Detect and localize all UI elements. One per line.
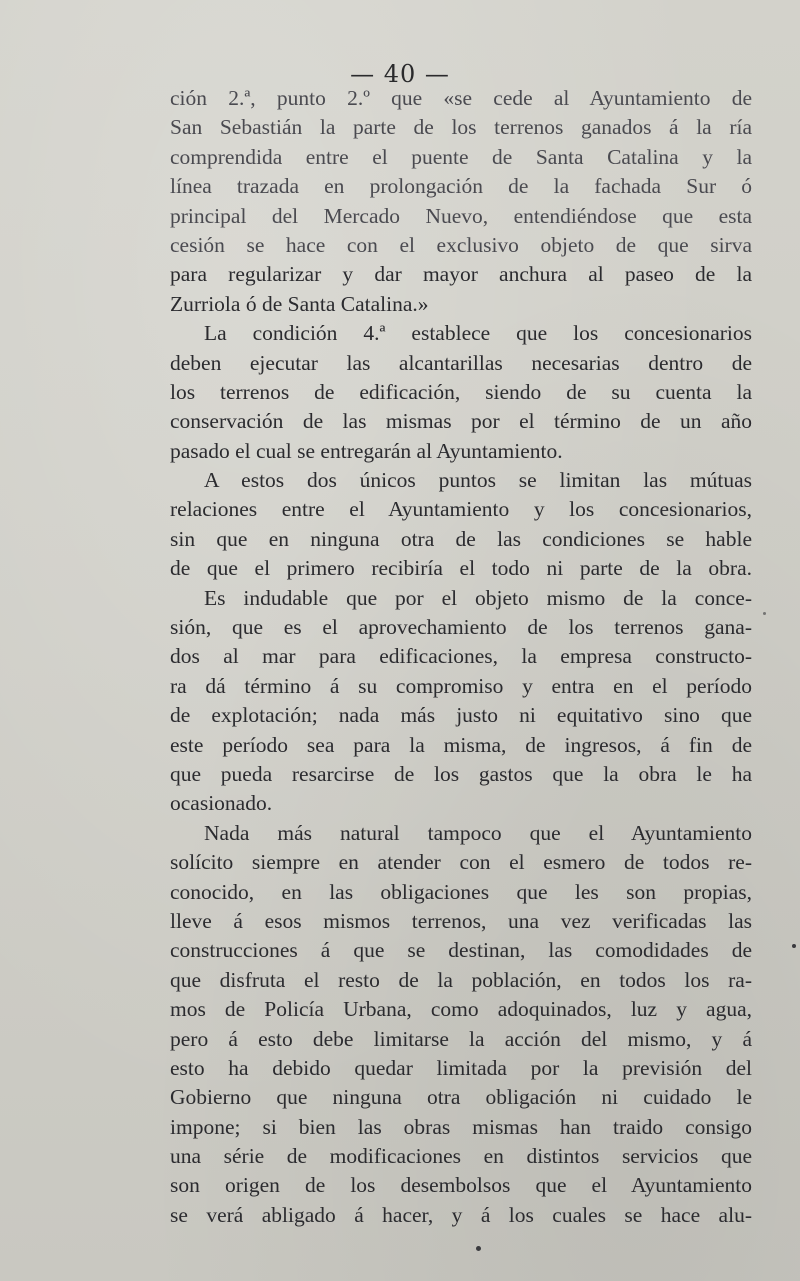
text-line: los terrenos de edificación, siendo de su cuenta la [170, 379, 752, 404]
text-line: son origen de los desembolsos que el Ayuntamiento [170, 1173, 752, 1198]
text-line: comprendida entre el puente de Santa Catalina y la [170, 144, 752, 169]
text-line: una série de modificaciones en distintos servicios que [170, 1144, 752, 1169]
text-line: principal del Mercado Nuevo, entendiéndose que esta [170, 203, 752, 228]
text-line: esto ha debido quedar limitada por la previsión del [170, 1055, 752, 1080]
text-line: para regularizar y dar mayor anchura al paseo de la [170, 262, 752, 287]
print-speck [763, 612, 766, 615]
print-speck [476, 1246, 481, 1251]
text-line: mos de Policía Urbana, como adoquinados, luz y agua, [170, 997, 752, 1022]
text-line: construcciones á que se destinan, las comodidades de [170, 938, 752, 963]
text-line: que disfruta el resto de la población, en todos los ra- [170, 967, 752, 992]
text-line: ción 2.ª, punto 2.º que «se cede al Ayuntamiento de [170, 86, 752, 110]
text-line: solícito siempre en atender con el esmero de todos re- [170, 850, 752, 875]
text-line: cesión se hace con el exclusivo objeto de que sirva [170, 232, 752, 257]
text-line: Zurriola ó de Santa Catalina.» [170, 291, 429, 316]
text-line: Es indudable que por el objeto mismo de la conce- [204, 585, 752, 610]
text-line: impone; si bien las obras mismas han traido consigo [170, 1114, 752, 1139]
text-line: de que el primero recibiría el todo ni parte de la obra. [170, 556, 752, 581]
text-line: sin que en ninguna otra de las condiciones se hable [170, 526, 752, 551]
text-line: pero á esto debe limitarse la acción del mismo, y á [170, 1026, 752, 1051]
text-line: ocasionado. [170, 791, 273, 816]
text-line: Gobierno que ninguna otra obligación ni cuidado le [170, 1085, 752, 1110]
text-line: conocido, en las obligaciones que les son propias, [170, 879, 752, 904]
page-number: — 40 — [350, 60, 450, 88]
text-line: sión, que es el aprovechamiento de los terrenos gana- [170, 615, 752, 640]
text-line: este período sea para la misma, de ingresos, á fin de [170, 732, 752, 757]
text-line: relaciones entre el Ayuntamiento y los concesionarios, [170, 497, 752, 522]
text-line: A estos dos únicos puntos se limitan las mútuas [204, 468, 752, 493]
print-speck [792, 944, 796, 948]
text-line: dos al mar para edificaciones, la empresa constructo- [170, 644, 752, 669]
text-line: se verá abligado á hacer, y á los cuales se hace alu- [170, 1202, 752, 1227]
body-text [170, 84, 752, 1230]
text-line: lleve á esos mismos terrenos, una vez verificadas las [170, 908, 752, 933]
text-line: San Sebastián la parte de los terrenos ganados á la ría [170, 115, 752, 140]
text-line: de explotación; nada más justo ni equitativo sino que [170, 703, 752, 728]
text-line: línea trazada en prolongación de la fachada Sur ó [170, 174, 752, 199]
text-line: conservación de las mismas por el término de un año [170, 409, 752, 434]
text-line: La condición 4.ª establece que los concesionarios [204, 321, 752, 346]
text-line: ra dá término á su compromiso y entra en el período [170, 673, 752, 698]
text-line: pasado el cual se entregarán al Ayuntamiento. [170, 438, 563, 463]
text-line: Nada más natural tampoco que el Ayuntamiento [204, 820, 752, 845]
text-line: deben ejecutar las alcantarillas necesarias dentro de [170, 350, 752, 375]
text-line: que pueda resarcirse de los gastos que la obra le ha [170, 761, 752, 786]
